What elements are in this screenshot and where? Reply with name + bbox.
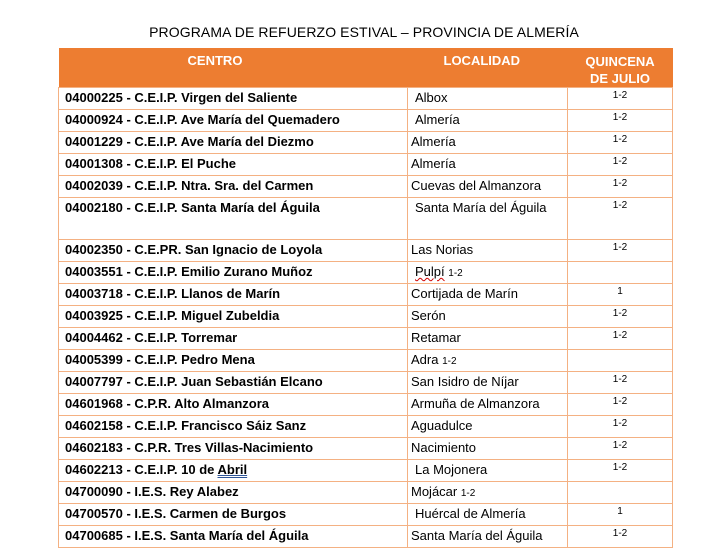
centro-text-underlined: Abril: [217, 462, 248, 477]
centro-text: 04602213 - C.E.I.P. 10 de: [65, 462, 218, 477]
centro-cell: 04700090 - I.E.S. Rey Alabez: [59, 482, 408, 504]
localidad-cell: [408, 262, 568, 284]
header-quincena-line2: DE JULIO: [590, 71, 650, 86]
quincena-cell: 1-2: [568, 526, 673, 548]
quincena-inline: 1-2: [448, 268, 463, 279]
quincena-cell: 1-2: [568, 460, 673, 482]
centro-cell: 04000924 - C.E.I.P. Ave María del Quemadero: [59, 110, 408, 132]
table-row: [59, 110, 673, 132]
localidad-cell: Cuevas del Almanzora: [408, 176, 568, 198]
centro-cell: 04003718 - C.E.I.P. Llanos de Marín: [59, 284, 408, 306]
table-row: [59, 176, 673, 198]
table-row: [59, 504, 673, 526]
centro-cell: 04007797 - C.E.I.P. Juan Sebastián Elcano: [59, 372, 408, 394]
centro-cell: 04001229 - C.E.I.P. Ave María del Diezmo: [59, 132, 408, 154]
table-row: [59, 416, 673, 438]
localidad-cell: Albox: [408, 88, 568, 110]
table-row: [59, 526, 673, 548]
quincena-cell: 1-2: [568, 132, 673, 154]
centro-cell: 04700570 - I.E.S. Carmen de Burgos: [59, 504, 408, 526]
table-row: [59, 262, 673, 284]
localidad-cell: La Mojonera: [408, 460, 568, 482]
localidad-cell: Santa María del Águila: [408, 198, 568, 240]
table-row: [59, 372, 673, 394]
table-row: [59, 482, 673, 504]
table-row: [59, 240, 673, 262]
centro-cell: 04602183 - C.P.R. Tres Villas-Nacimiento: [59, 438, 408, 460]
centro-cell: 04700685 - I.E.S. Santa María del Águila: [59, 526, 408, 548]
quincena-cell: 1-2: [568, 110, 673, 132]
quincena-inline: 1-2: [442, 356, 457, 367]
table-row: [59, 328, 673, 350]
localidad-cell: Almería: [408, 132, 568, 154]
header-centro: CENTRO: [59, 48, 408, 88]
localidad-cell: Cortijada de Marín: [408, 284, 568, 306]
centro-cell: 04001308 - C.E.I.P. El Puche: [59, 154, 408, 176]
quincena-cell: [568, 482, 673, 504]
centro-cell: 04601968 - C.P.R. Alto Almanzora: [59, 394, 408, 416]
table-row: [59, 198, 673, 240]
localidad-cell: San Isidro de Níjar: [408, 372, 568, 394]
centro-cell: 04003551 - C.E.I.P. Emilio Zurano Muñoz: [59, 262, 408, 284]
centro-cell: 04004462 - C.E.I.P. Torremar: [59, 328, 408, 350]
table-header-row: [59, 48, 673, 88]
table-row: [59, 154, 673, 176]
localidad-cell: Serón: [408, 306, 568, 328]
quincena-cell: 1-2: [568, 240, 673, 262]
centro-cell: 04003925 - C.E.I.P. Miguel Zubeldia: [59, 306, 408, 328]
centro-cell: [59, 460, 408, 482]
quincena-cell: 1-2: [568, 372, 673, 394]
localidad-cell: Las Norias: [408, 240, 568, 262]
localidad-text: Mojácar: [411, 484, 458, 499]
quincena-cell: 1-2: [568, 394, 673, 416]
header-localidad: LOCALIDAD: [408, 48, 568, 88]
document-title: PROGRAMA DE REFUERZO ESTIVAL – PROVINCIA DE ALMERÍA: [149, 24, 579, 40]
quincena-cell: 1: [568, 504, 673, 526]
quincena-cell: 1-2: [568, 154, 673, 176]
quincena-cell: 1-2: [568, 328, 673, 350]
table-row: [59, 394, 673, 416]
quincena-cell: 1-2: [568, 198, 673, 240]
centro-cell: 04002350 - C.E.PR. San Ignacio de Loyola: [59, 240, 408, 262]
centro-cell: 04002039 - C.E.I.P. Ntra. Sra. del Carmen: [59, 176, 408, 198]
quincena-cell: 1-2: [568, 88, 673, 110]
table-row: [59, 284, 673, 306]
table-row: [59, 306, 673, 328]
header-quincena-line1: QUINCENA: [585, 54, 655, 69]
localidad-text: Adra: [411, 352, 439, 367]
table-row: [59, 460, 673, 482]
localidad-cell: [408, 350, 568, 372]
localidad-cell: Armuña de Almanzora: [408, 394, 568, 416]
localidad-text: Pulpí: [415, 264, 445, 279]
quincena-cell: 1-2: [568, 306, 673, 328]
localidad-cell: Almería: [408, 154, 568, 176]
header-quincena: [568, 48, 673, 88]
quincena-cell: [568, 262, 673, 284]
quincena-cell: 1: [568, 284, 673, 306]
table-row: [59, 132, 673, 154]
centers-table: [58, 48, 673, 548]
localidad-cell: Nacimiento: [408, 438, 568, 460]
table-row: [59, 350, 673, 372]
centro-cell: 04005399 - C.E.I.P. Pedro Mena: [59, 350, 408, 372]
table-row: [59, 88, 673, 110]
quincena-cell: [568, 350, 673, 372]
localidad-cell: Huércal de Almería: [408, 504, 568, 526]
quincena-cell: 1-2: [568, 438, 673, 460]
quincena-inline: 1-2: [460, 488, 476, 499]
centro-cell: 04002180 - C.E.I.P. Santa María del Águila: [59, 198, 408, 240]
centro-cell: 04000225 - C.E.I.P. Virgen del Saliente: [59, 88, 408, 110]
localidad-cell: Almería: [408, 110, 568, 132]
table-row: [59, 438, 673, 460]
centro-cell: 04602158 - C.E.I.P. Francisco Sáiz Sanz: [59, 416, 408, 438]
quincena-cell: 1-2: [568, 416, 673, 438]
quincena-cell: 1-2: [568, 176, 673, 198]
localidad-cell: Santa María del Águila: [408, 526, 568, 548]
localidad-cell: Retamar: [408, 328, 568, 350]
localidad-cell: Aguadulce: [408, 416, 568, 438]
localidad-cell: [408, 482, 568, 504]
